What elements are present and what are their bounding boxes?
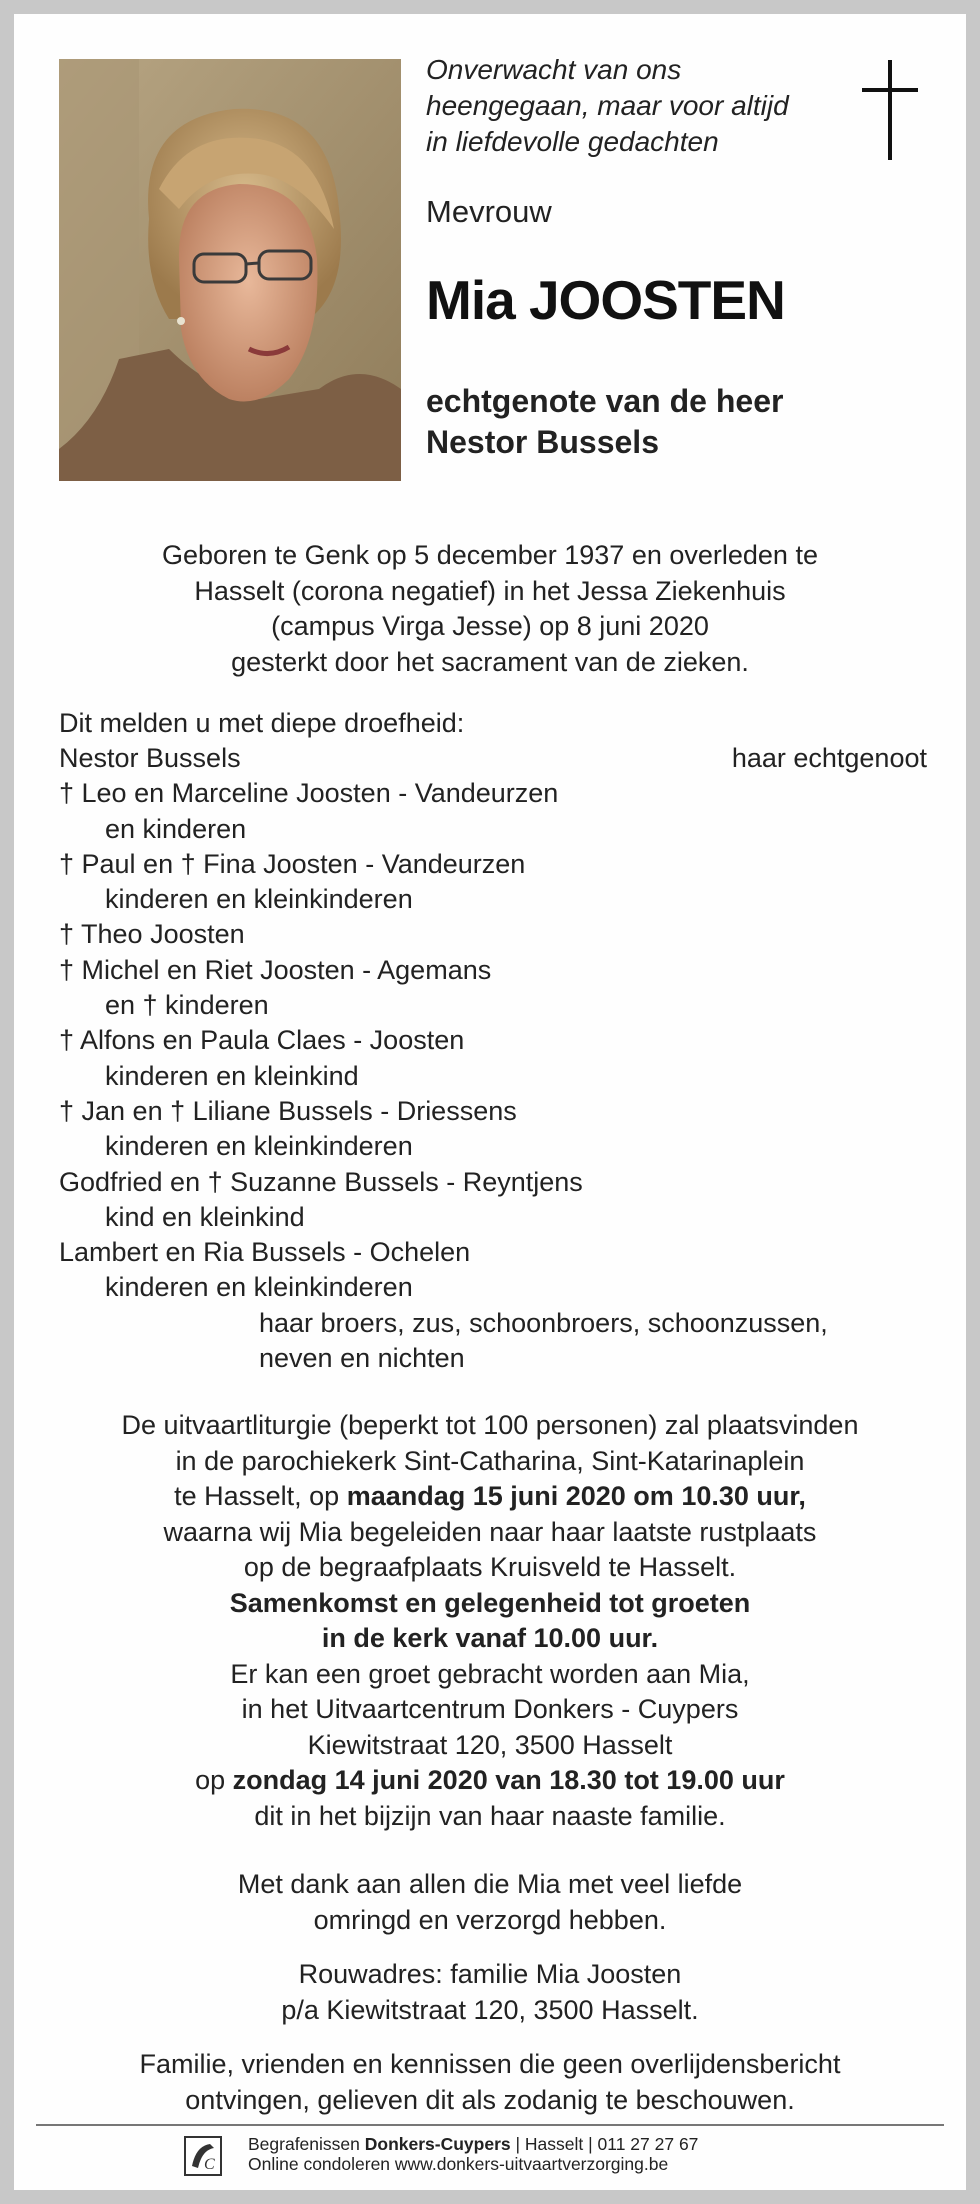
portrait-photo (59, 59, 401, 481)
family-row: † Leo en Marceline Joosten - Vandeurzen (59, 778, 559, 809)
funeral-line-pre: te Hasselt, op (174, 1481, 347, 1511)
spouse-line: Nestor Bussels (426, 424, 659, 460)
funeral-line: in de parochiekerk Sint-Catharina, Sint-Katarinaplein (175, 1445, 805, 1476)
visit-date: zondag 14 juni 2020 van 18.30 tot 19.00 uur (232, 1765, 785, 1795)
birth-line: gesterkt door het sacrament van de zieken. (231, 646, 749, 677)
spouse-line: echtgenote van de heer (426, 383, 784, 419)
tagline (426, 52, 789, 160)
honorific: Mevrouw (426, 194, 552, 229)
funeral-line-bold (14, 1621, 966, 1657)
family-row-extended: neven en nichten (259, 1343, 465, 1374)
family-row: Lambert en Ria Bussels - Ochelen (59, 1237, 471, 1268)
funeral-line-bold (14, 1586, 966, 1622)
footer-contact: | Hasselt | 011 27 27 67 (510, 2134, 699, 2154)
family-row-sub: en † kinderen (105, 990, 269, 1021)
address-line: p/a Kiewitstraat 120, 3500 Hasselt. (281, 1994, 699, 2025)
footer-label: Begrafenissen (248, 2134, 365, 2154)
svg-text:C: C (204, 2156, 215, 2173)
funeral-line: De uitvaartliturgie (beperkt tot 100 personen) zal plaatsvinden (121, 1410, 859, 1440)
family-row-extended: haar broers, zus, schoonbroers, schoonzussen, (259, 1307, 828, 1338)
funeral-details (14, 1408, 966, 1834)
tagline-line: heengegaan, maar voor altijd (426, 90, 789, 121)
family-row-sub: en kinderen (105, 813, 247, 844)
family-row: † Michel en Riet Joosten - Agemans (59, 954, 492, 985)
funeral-line: dit in het bijzijn van haar naaste familie. (254, 1800, 726, 1831)
footer (248, 2134, 698, 2174)
footer-divider (36, 2124, 944, 2126)
thanks-line: omringd en verzorgd hebben. (313, 1904, 667, 1935)
notice-line: Familie, vrienden en kennissen die geen overlijdensbericht (139, 2049, 841, 2079)
funeral-line: waarna wij Mia begeleiden naar haar laatste rustplaats (163, 1516, 817, 1547)
funeral-home-name: Donkers-Cuypers (364, 2134, 511, 2154)
funeral-line: op de begraafplaats Kruisveld te Hasselt. (243, 1552, 737, 1582)
family-row-sub: kinderen en kleinkinderen (105, 1272, 413, 1303)
funeral-line (14, 1763, 966, 1799)
family-list (59, 741, 927, 1376)
family-row: † Alfons en Paula Claes - Joosten (59, 1025, 465, 1056)
funeral-date: maandag 15 juni 2020 om 10.30 uur, (346, 1481, 806, 1511)
obituary-card (14, 14, 966, 2190)
family-row-sub: kinderen en kleinkinderen (105, 1131, 413, 1162)
family-intro (59, 706, 464, 741)
footer-line-1 (248, 2134, 698, 2154)
family-row: † Jan en † Liliane Bussels - Driessens (59, 1095, 517, 1126)
family-row-sub: kinderen en kleinkind (105, 1060, 359, 1091)
birth-line: (campus Virga Jesse) op 8 juni 2020 (271, 611, 709, 641)
tagline-line: Onverwacht van ons (426, 54, 682, 85)
tagline-line: in liefdevolle gedachten (426, 126, 719, 157)
spouse-name: Nestor Bussels (59, 743, 241, 773)
spouse-role: haar echtgenoot (731, 743, 927, 773)
deceased-name: Mia JOOSTEN (426, 269, 785, 331)
birth-line: Geboren te Genk op 5 december 1937 en overleden te (162, 540, 818, 570)
gathering-line: Samenkomst en gelegenheid tot groeten (229, 1587, 751, 1618)
family-intro-text: Dit melden u met diepe droefheid: (59, 708, 465, 738)
family-row: † Theo Joosten (59, 919, 245, 950)
visit-line-pre: op (195, 1765, 233, 1795)
funeral-home-logo-icon (184, 2136, 222, 2176)
spouse-info (426, 381, 783, 463)
funeral-line (14, 1479, 966, 1515)
funeral-line: in het Uitvaartcentrum Donkers - Cuypers (241, 1694, 739, 1724)
birth-details (14, 538, 966, 680)
notice-line: ontvingen, gelieven dit als zodanig te beschouwen. (185, 2084, 795, 2115)
address-line: Rouwadres: familie Mia Joosten (298, 1959, 682, 1989)
funeral-line: Er kan een groet gebracht worden aan Mia, (230, 1658, 750, 1689)
family-row-sub: kind en kleinkind (105, 1201, 305, 1232)
funeral-line: Kiewitstraat 120, 3500 Hasselt (307, 1729, 673, 1760)
mourning-address (14, 1957, 966, 2028)
family-row-sub: kinderen en kleinkinderen (105, 884, 413, 915)
gathering-time: in de kerk vanaf 10.00 uur. (321, 1623, 659, 1653)
thanks (14, 1867, 966, 1938)
cross-icon (862, 60, 922, 160)
family-row: † Paul en † Fina Joosten - Vandeurzen (59, 848, 526, 879)
family-row-spouse (59, 741, 927, 776)
notice (14, 2047, 966, 2118)
thanks-line: Met dank aan allen die Mia met veel liefde (237, 1869, 743, 1899)
footer-line-2: Online condoleren www.donkers-uitvaartverzorging.be (248, 2154, 669, 2174)
family-row: Godfried en † Suzanne Bussels - Reyntjens (59, 1166, 583, 1197)
birth-line: Hasselt (corona negatief) in het Jessa Ziekenhuis (194, 575, 786, 606)
